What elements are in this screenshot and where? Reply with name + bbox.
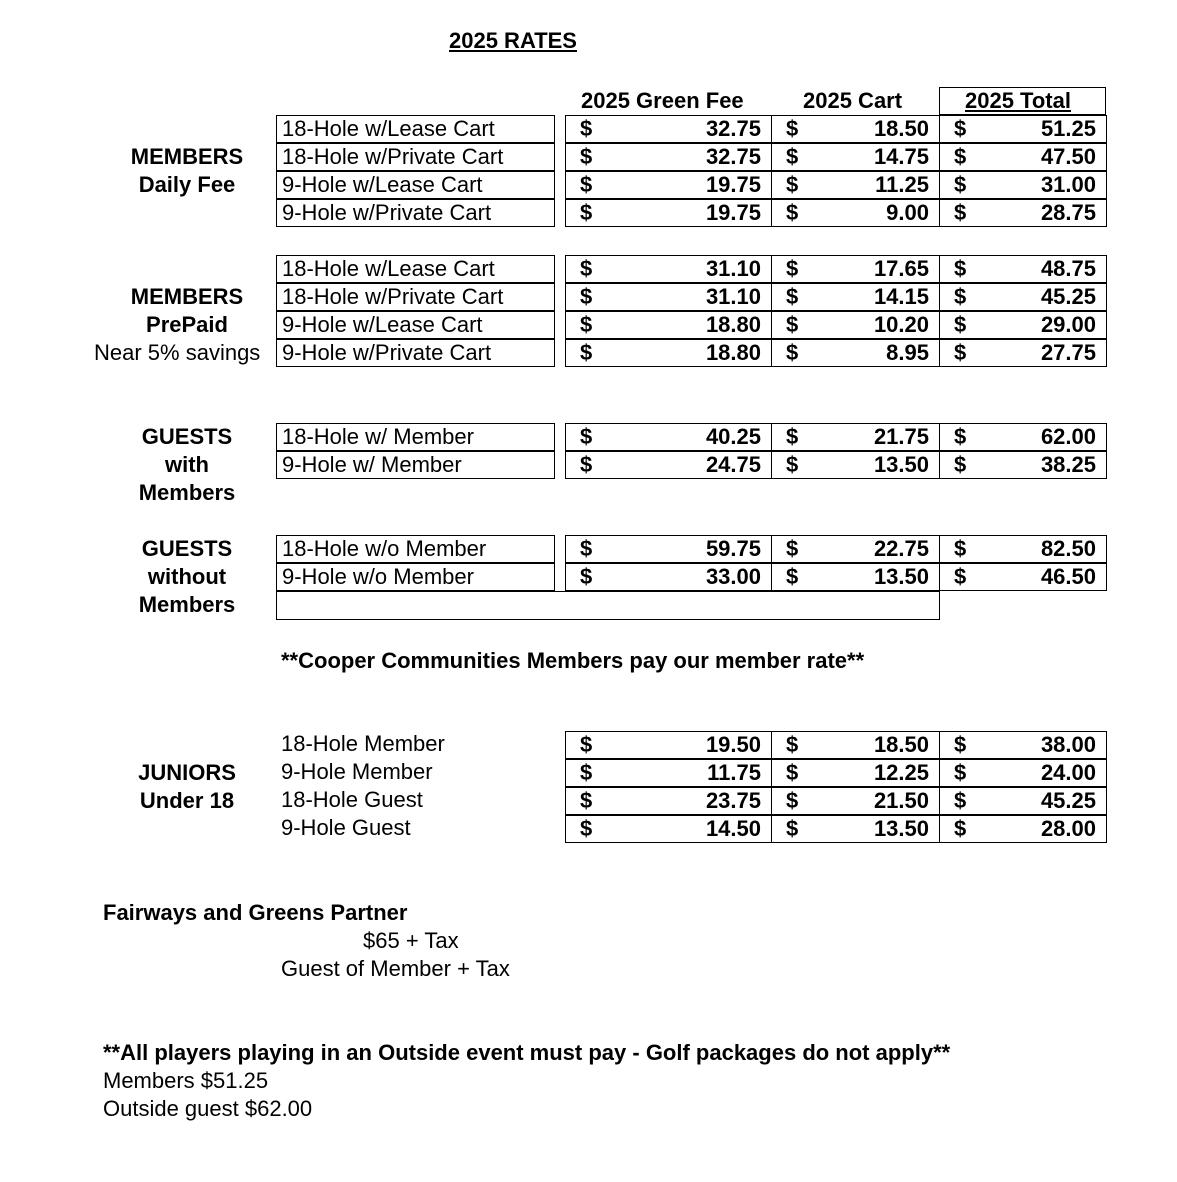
total-column-header: 2025 Total bbox=[965, 88, 1071, 113]
amount-value: 18.50 bbox=[873, 116, 929, 141]
amount-value: 13.50 bbox=[873, 564, 929, 589]
amount-value: 38.00 bbox=[1040, 732, 1096, 757]
rate-label: 18-Hole w/o Member bbox=[276, 535, 555, 563]
amount-value: 31.00 bbox=[1040, 172, 1096, 197]
amount-value: 51.25 bbox=[1040, 116, 1096, 141]
green-fee-cell bbox=[565, 199, 772, 227]
green-fee-cell bbox=[565, 731, 772, 759]
currency-symbol: $ bbox=[580, 760, 593, 785]
currency-symbol: $ bbox=[580, 788, 593, 813]
amount-value: 46.50 bbox=[1040, 564, 1096, 589]
total-cell bbox=[939, 731, 1107, 759]
total-cell bbox=[939, 563, 1107, 591]
empty-table-row bbox=[276, 591, 940, 620]
amount-value: 12.25 bbox=[873, 760, 929, 785]
partner-heading: Fairways and Greens Partner bbox=[103, 900, 408, 925]
currency-symbol: $ bbox=[580, 732, 593, 757]
members-daily-group-label bbox=[97, 143, 277, 199]
currency-symbol: $ bbox=[786, 200, 799, 225]
group-line: Members bbox=[138, 592, 236, 617]
green-fee-cell bbox=[565, 255, 772, 283]
amount-value: 14.75 bbox=[873, 144, 929, 169]
total-column-header-box bbox=[939, 87, 1106, 115]
currency-symbol: $ bbox=[786, 256, 799, 281]
group-line: PrePaid bbox=[146, 312, 228, 337]
green-fee-cell bbox=[565, 759, 772, 787]
amount-value: 28.00 bbox=[1040, 816, 1096, 841]
amount-value: 18.50 bbox=[873, 732, 929, 757]
juniors-group-label bbox=[97, 759, 277, 815]
cart-cell bbox=[771, 283, 940, 311]
currency-symbol: $ bbox=[786, 424, 799, 449]
group-line: GUESTS bbox=[141, 424, 233, 449]
currency-symbol: $ bbox=[786, 732, 799, 757]
currency-symbol: $ bbox=[954, 144, 967, 169]
currency-symbol: $ bbox=[580, 312, 593, 337]
amount-value: 48.75 bbox=[1040, 256, 1096, 281]
cart-cell bbox=[771, 255, 940, 283]
group-line: JUNIORS bbox=[138, 760, 236, 785]
currency-symbol: $ bbox=[580, 536, 593, 561]
cart-cell bbox=[771, 759, 940, 787]
currency-symbol: $ bbox=[954, 788, 967, 813]
rate-label: 9-Hole w/ Member bbox=[276, 451, 555, 479]
amount-value: 19.50 bbox=[705, 732, 761, 757]
amount-value: 18.80 bbox=[705, 340, 761, 365]
rate-label: 9-Hole w/Private Cart bbox=[276, 199, 555, 227]
green-fee-cell bbox=[565, 535, 772, 563]
currency-symbol: $ bbox=[954, 256, 967, 281]
rate-label: 18-Hole w/Private Cart bbox=[276, 283, 555, 311]
currency-symbol: $ bbox=[954, 200, 967, 225]
amount-value: 14.50 bbox=[705, 816, 761, 841]
cart-column-header: 2025 Cart bbox=[803, 88, 903, 113]
green-fee-cell bbox=[565, 451, 772, 479]
cart-cell bbox=[771, 115, 940, 143]
cart-cell bbox=[771, 731, 940, 759]
green-fee-cell bbox=[565, 423, 772, 451]
cart-cell bbox=[771, 535, 940, 563]
amount-value: 8.95 bbox=[886, 340, 929, 365]
rate-label: 18-Hole w/ Member bbox=[276, 423, 555, 451]
group-line: with bbox=[165, 452, 209, 477]
currency-symbol: $ bbox=[954, 312, 967, 337]
partner-guest-rate: Guest of Member + Tax bbox=[281, 956, 510, 981]
amount-value: 82.50 bbox=[1040, 536, 1096, 561]
amount-value: 33.00 bbox=[705, 564, 761, 589]
total-cell bbox=[939, 311, 1107, 339]
green-fee-cell bbox=[565, 787, 772, 815]
amount-value: 27.75 bbox=[1040, 340, 1096, 365]
green-fee-cell bbox=[565, 283, 772, 311]
total-cell bbox=[939, 199, 1107, 227]
total-cell bbox=[939, 283, 1107, 311]
rate-label: 9-Hole w/Lease Cart bbox=[276, 311, 555, 339]
total-cell bbox=[939, 171, 1107, 199]
cart-cell bbox=[771, 787, 940, 815]
rate-label: 18-Hole Guest bbox=[281, 787, 423, 812]
green-fee-cell bbox=[565, 143, 772, 171]
page-title: 2025 RATES bbox=[449, 28, 577, 53]
amount-value: 45.25 bbox=[1040, 284, 1096, 309]
cooper-communities-note: **Cooper Communities Members pay our member rate** bbox=[281, 648, 865, 673]
amount-value: 32.75 bbox=[705, 116, 761, 141]
members-prepaid-group-label bbox=[97, 283, 277, 339]
currency-symbol: $ bbox=[954, 564, 967, 589]
currency-symbol: $ bbox=[580, 424, 593, 449]
currency-symbol: $ bbox=[954, 816, 967, 841]
currency-symbol: $ bbox=[954, 732, 967, 757]
currency-symbol: $ bbox=[580, 144, 593, 169]
amount-value: 10.20 bbox=[873, 312, 929, 337]
total-cell bbox=[939, 815, 1107, 843]
currency-symbol: $ bbox=[954, 340, 967, 365]
amount-value: 28.75 bbox=[1040, 200, 1096, 225]
amount-value: 31.10 bbox=[705, 256, 761, 281]
currency-symbol: $ bbox=[954, 172, 967, 197]
amount-value: 31.10 bbox=[705, 284, 761, 309]
cart-cell bbox=[771, 311, 940, 339]
total-cell bbox=[939, 255, 1107, 283]
rate-label: 18-Hole Member bbox=[281, 731, 445, 756]
amount-value: 19.75 bbox=[705, 172, 761, 197]
green-fee-cell bbox=[565, 815, 772, 843]
group-line: Daily Fee bbox=[138, 172, 236, 197]
currency-symbol: $ bbox=[580, 200, 593, 225]
rate-label: 9-Hole w/Lease Cart bbox=[276, 171, 555, 199]
currency-symbol: $ bbox=[786, 116, 799, 141]
total-cell bbox=[939, 535, 1107, 563]
currency-symbol: $ bbox=[954, 284, 967, 309]
currency-symbol: $ bbox=[580, 564, 593, 589]
total-cell bbox=[939, 115, 1107, 143]
amount-value: 21.75 bbox=[873, 424, 929, 449]
amount-value: 23.75 bbox=[705, 788, 761, 813]
total-cell bbox=[939, 339, 1107, 367]
guests-with-members-group-label bbox=[97, 423, 277, 507]
amount-value: 29.00 bbox=[1040, 312, 1096, 337]
amount-value: 32.75 bbox=[705, 144, 761, 169]
cart-cell bbox=[771, 171, 940, 199]
group-line: Members bbox=[138, 480, 236, 505]
currency-symbol: $ bbox=[580, 172, 593, 197]
amount-value: 24.75 bbox=[705, 452, 761, 477]
prepaid-savings-note: Near 5% savings bbox=[94, 340, 261, 365]
amount-value: 62.00 bbox=[1040, 424, 1096, 449]
group-line: GUESTS bbox=[141, 536, 233, 561]
amount-value: 22.75 bbox=[873, 536, 929, 561]
rate-label: 18-Hole w/Private Cart bbox=[276, 143, 555, 171]
total-cell bbox=[939, 451, 1107, 479]
group-line: without bbox=[147, 564, 227, 589]
amount-value: 13.50 bbox=[873, 452, 929, 477]
currency-symbol: $ bbox=[954, 452, 967, 477]
currency-symbol: $ bbox=[580, 340, 593, 365]
guests-without-members-group-label bbox=[97, 535, 277, 619]
cart-cell bbox=[771, 199, 940, 227]
amount-value: 47.50 bbox=[1040, 144, 1096, 169]
currency-symbol: $ bbox=[786, 816, 799, 841]
amount-value: 19.75 bbox=[705, 200, 761, 225]
outside-event-members-rate: Members $51.25 bbox=[103, 1068, 269, 1093]
currency-symbol: $ bbox=[786, 452, 799, 477]
amount-value: 17.65 bbox=[873, 256, 929, 281]
total-cell bbox=[939, 787, 1107, 815]
amount-value: 21.50 bbox=[873, 788, 929, 813]
amount-value: 38.25 bbox=[1040, 452, 1096, 477]
amount-value: 40.25 bbox=[705, 424, 761, 449]
currency-symbol: $ bbox=[954, 536, 967, 561]
amount-value: 11.25 bbox=[875, 172, 929, 197]
cart-cell bbox=[771, 423, 940, 451]
cart-cell bbox=[771, 143, 940, 171]
currency-symbol: $ bbox=[580, 256, 593, 281]
cart-cell bbox=[771, 339, 940, 367]
rate-label: 9-Hole Guest bbox=[281, 815, 411, 840]
cart-cell bbox=[771, 563, 940, 591]
rate-label: 9-Hole w/Private Cart bbox=[276, 339, 555, 367]
currency-symbol: $ bbox=[954, 424, 967, 449]
amount-value: 14.15 bbox=[873, 284, 929, 309]
total-cell bbox=[939, 143, 1107, 171]
green-fee-cell bbox=[565, 339, 772, 367]
outside-event-guest-rate: Outside guest $62.00 bbox=[103, 1096, 313, 1121]
group-line: MEMBERS bbox=[130, 284, 244, 309]
green-fee-cell bbox=[565, 115, 772, 143]
group-line: MEMBERS bbox=[130, 144, 244, 169]
total-cell bbox=[939, 759, 1107, 787]
currency-symbol: $ bbox=[786, 788, 799, 813]
cart-cell bbox=[771, 815, 940, 843]
currency-symbol: $ bbox=[954, 760, 967, 785]
rate-label: 9-Hole w/o Member bbox=[276, 563, 555, 591]
currency-symbol: $ bbox=[786, 172, 799, 197]
amount-value: 24.00 bbox=[1040, 760, 1096, 785]
currency-symbol: $ bbox=[786, 312, 799, 337]
total-cell bbox=[939, 423, 1107, 451]
currency-symbol: $ bbox=[786, 760, 799, 785]
amount-value: 13.50 bbox=[873, 816, 929, 841]
currency-symbol: $ bbox=[786, 284, 799, 309]
currency-symbol: $ bbox=[786, 340, 799, 365]
rate-label: 18-Hole w/Lease Cart bbox=[276, 115, 555, 143]
amount-value: 59.75 bbox=[705, 536, 761, 561]
partner-price: $65 + Tax bbox=[363, 928, 459, 953]
currency-symbol: $ bbox=[786, 144, 799, 169]
cart-cell bbox=[771, 451, 940, 479]
currency-symbol: $ bbox=[580, 816, 593, 841]
currency-symbol: $ bbox=[580, 116, 593, 141]
currency-symbol: $ bbox=[786, 536, 799, 561]
amount-value: 18.80 bbox=[705, 312, 761, 337]
currency-symbol: $ bbox=[580, 452, 593, 477]
rate-label: 18-Hole w/Lease Cart bbox=[276, 255, 555, 283]
green-fee-cell bbox=[565, 311, 772, 339]
amount-value: 45.25 bbox=[1040, 788, 1096, 813]
group-line: Under 18 bbox=[139, 788, 235, 813]
amount-value: 9.00 bbox=[886, 200, 929, 225]
outside-event-heading: **All players playing in an Outside event must pay - Golf packages do not apply** bbox=[103, 1040, 951, 1065]
amount-value: 11.75 bbox=[707, 760, 761, 785]
green-fee-column-header: 2025 Green Fee bbox=[581, 88, 744, 113]
currency-symbol: $ bbox=[786, 564, 799, 589]
rate-label: 9-Hole Member bbox=[281, 759, 433, 784]
green-fee-cell bbox=[565, 171, 772, 199]
green-fee-cell bbox=[565, 563, 772, 591]
currency-symbol: $ bbox=[580, 284, 593, 309]
currency-symbol: $ bbox=[954, 116, 967, 141]
